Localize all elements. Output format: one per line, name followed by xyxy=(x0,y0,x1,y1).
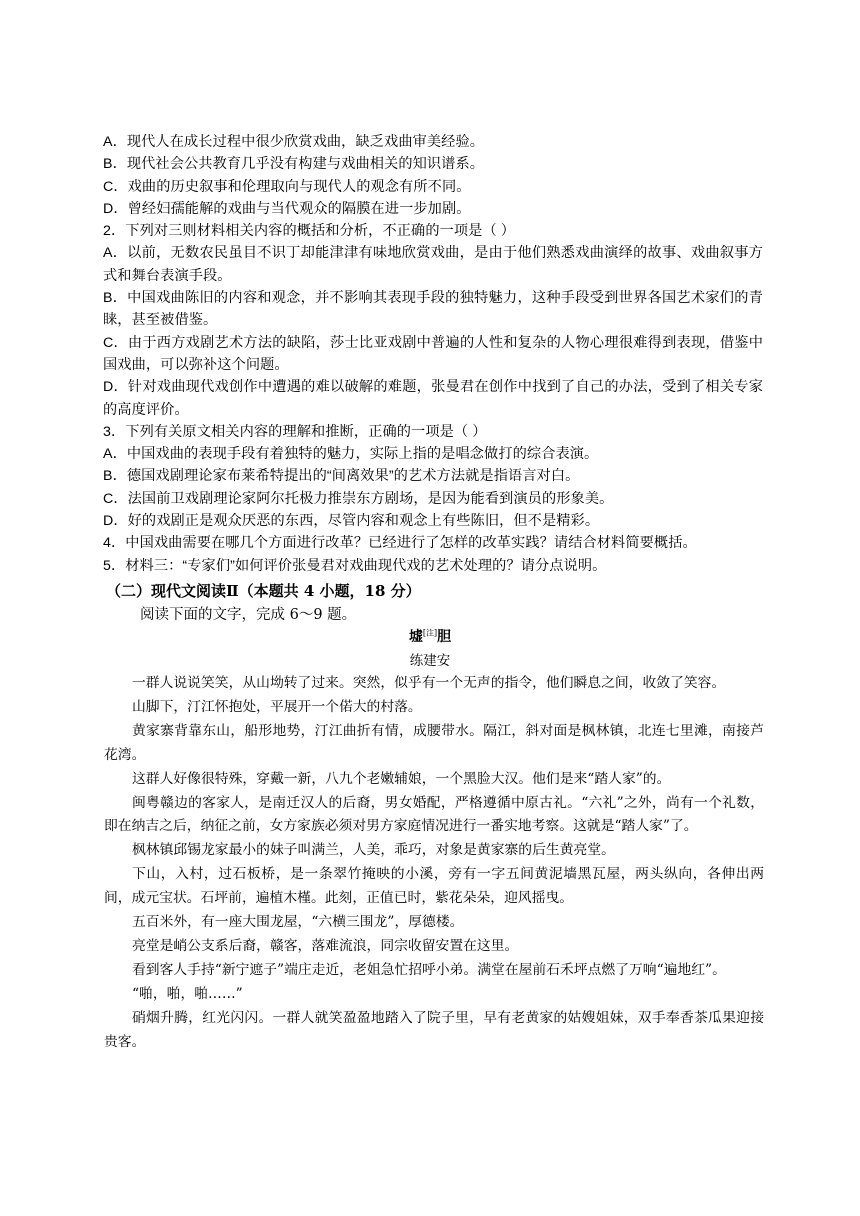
story-author: 练建安 xyxy=(409,653,451,669)
q3-stem: 3．下列有关原文相关内容的理解和推断，正确的一项是（ ） xyxy=(103,423,487,440)
story-paragraph: 五百米外，有一座大围龙屋，“六横三围龙”，厚德楼。 xyxy=(132,914,464,931)
q4-stem: 4．中国戏曲需要在哪几个方面进行改革？已经进行了怎样的改革实践？请结合材料简要概括。 xyxy=(103,535,697,552)
q2-option-b: B．中国戏曲陈旧的内容和观念，并不影响其表现手段的独特魅力，这种手段受到世界各国艺术家们的青睐，甚至被借鉴。 xyxy=(103,290,763,329)
q1-option-c: C．戏曲的历史叙事和伦理取向与现代人的观念有所不同。 xyxy=(103,178,471,195)
q3-option-d: D．好的戏剧正是观众厌恶的东西，尽管内容和观念上有些陈旧，但不是精彩。 xyxy=(103,513,600,530)
question-block xyxy=(103,131,763,577)
story-title xyxy=(0,626,860,648)
story-body xyxy=(104,672,764,1055)
q2-option-c: C．由于西方戏剧艺术方法的缺陷，莎士比亚戏剧中普遍的人性和复杂的人物心理很难得到表现，借鉴中国戏曲，可以弥补这个问题。 xyxy=(103,334,763,373)
q2-option-a: A．以前，无数农民虽目不识丁却能津津有味地欣赏戏曲，是由于他们熟悉戏曲演绎的故事、戏曲叙事方式和舞台表演手段。 xyxy=(103,245,763,284)
story-paragraph: “啪，啪，啪……” xyxy=(132,985,243,1002)
q2-stem: 2．下列对三则材料相关内容的概括和分析，不正确的一项是（ ） xyxy=(103,223,516,240)
story-paragraph: 黄家寨背靠东山，船形地势，汀江曲折有情，成腰带水。隔江，斜对面是枫林镇，北连七里滩，南接芦花湾。 xyxy=(104,722,764,763)
q2-option-d: D．针对戏曲现代戏创作中遭遇的难以破解的难题，张曼君在创作中找到了自己的办法，受到了相关专家的高度评价。 xyxy=(103,379,763,418)
q1-option-b: B．现代社会公共教育几乎没有构建与戏曲相关的知识谱系。 xyxy=(103,156,485,173)
story-paragraph: 硝烟升腾，红光闪闪。一群人就笑盈盈地踏入了院子里，早有老黄家的姑嫂姐妹，双手奉香茶瓜果迎接贵客。 xyxy=(104,1009,764,1050)
story-title-last: 胆 xyxy=(437,629,452,645)
story-paragraph: 下山，入村，过石板桥，是一条翠竹掩映的小溪，旁有一字五间黄泥墙黑瓦屋，两头纵向，各伸出两间，成元宝状。石坪前，遍植木槿。此刻，正值已时，紫花朵朵，迎风摇曳。 xyxy=(104,866,764,907)
section-heading: （二）现代文阅读Ⅱ（本题共 4 小题，18 分） xyxy=(106,582,421,600)
q3-option-a: A．中国戏曲的表现手段有着独特的魅力，实际上指的是唱念做打的综合表演。 xyxy=(103,446,599,463)
story-title-first: 墟 xyxy=(408,629,423,645)
story-paragraph: 山脚下，汀江怀抱处，平展开一个偌大的村落。 xyxy=(132,698,422,715)
story-paragraph: 亮堂是峭公支系后裔，赣客，落难流浪，同宗收留安置在这里。 xyxy=(132,937,519,954)
q1-option-d: D．曾经妇孺能解的戏曲与当代观众的隔膜在进一步加剧。 xyxy=(103,200,471,217)
story-paragraph: 这群人好像很特殊，穿戴一新，八九个老嫩辅娘，一个黑脸大汉。他们是来“踏人家”的。 xyxy=(132,770,671,787)
footnote-marker: [注] xyxy=(422,628,438,638)
story-paragraph: 看到客人手持“新宁遮子”端庄走近，老姐急忙招呼小弟。满堂在屋前石禾坪点燃了万响“遍地红”。 xyxy=(132,961,726,978)
story-paragraph: 一群人说说笑笑，从山坳转了过来。突然，似乎有一个无声的指令，他们瞬息之间，收敛了笑容。 xyxy=(132,675,726,691)
q5-stem: 5．材料三：“专家们”如何评价张曼君对戏曲现代戏的艺术处理的？请分点说明。 xyxy=(103,557,607,574)
q1-option-a: A．现代人在成长过程中很少欣赏戏曲，缺乏戏曲审美经验。 xyxy=(103,134,485,150)
q3-option-c: C．法国前卫戏剧理论家阿尔托极力推崇东方剧场，是因为能看到演员的形象美。 xyxy=(103,490,614,507)
reading-instruction: 阅读下面的文字，完成 6～9 题。 xyxy=(140,607,357,623)
q3-option-b: B．德国戏剧理论家布莱希特提出的“间离效果”的艺术方法就是指语言对白。 xyxy=(103,468,580,485)
story-paragraph: 闽粤赣边的客家人，是南迁汉人的后裔，男女婚配，严格遵循中原古礼。“六礼”之外，尚有一个礼数，即在纳吉之后，纳征之前，女方家族必须对男方家庭情况进行一番实地考察。这就是“踏人家”了。 xyxy=(104,794,764,835)
story-paragraph: 枫林镇邱锡龙家最小的妹子叫满兰，人美，乖巧，对象是黄家寨的后生黄亮堂。 xyxy=(132,842,615,859)
